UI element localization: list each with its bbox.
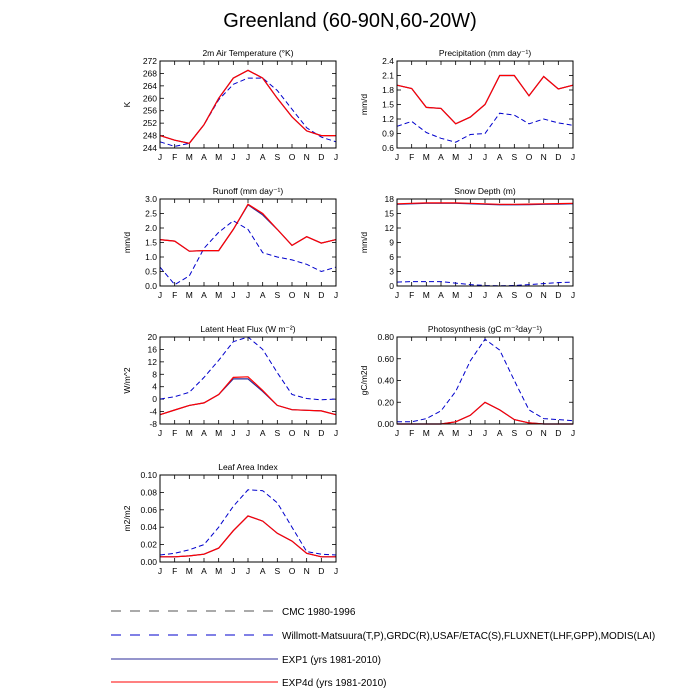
- x-tick-label: M: [452, 290, 460, 300]
- y-tick-label: 1.2: [382, 114, 394, 124]
- x-tick-label: S: [511, 290, 518, 300]
- x-tick-label: O: [288, 152, 296, 162]
- y-tick-label: 1.5: [145, 237, 157, 248]
- y-tick-label: 0: [152, 394, 157, 405]
- panel-5: [122, 324, 338, 438]
- y-axis-label: W/m^2: [122, 367, 132, 394]
- plot-frame: [160, 61, 336, 148]
- legend: [111, 607, 655, 689]
- x-tick-label: M: [422, 152, 430, 162]
- x-tick-label: M: [215, 290, 223, 300]
- y-tick-label: 0.9: [382, 128, 394, 139]
- x-tick-label: J: [394, 152, 400, 162]
- x-tick-label: O: [288, 428, 296, 438]
- plot-frame: [397, 199, 573, 286]
- y-tick-label: 1.5: [382, 99, 394, 110]
- x-tick-label: J: [231, 428, 236, 438]
- x-tick-label: F: [409, 290, 415, 300]
- x-tick-label: J: [394, 290, 400, 300]
- y-axis-label: K: [122, 101, 132, 108]
- y-tick-label: 0.6: [382, 143, 394, 153]
- y-tick-label: 0.0: [145, 281, 157, 291]
- y-tick-label: 1.8: [382, 85, 394, 95]
- x-tick-label: D: [318, 566, 325, 576]
- x-tick-label: M: [185, 428, 193, 438]
- x-tick-label: M: [215, 152, 223, 162]
- x-tick-label: F: [172, 290, 178, 300]
- y-tick-label: 2.0: [145, 223, 157, 233]
- legend-label: Willmott-Matsuura(T,P),GRDC(R),USAF/ETAC(S),FLUXNET(LHF,GPP),MODIS(LAI): [282, 631, 656, 642]
- x-tick-label: J: [482, 152, 488, 162]
- x-tick-label: A: [201, 152, 207, 162]
- x-tick-label: J: [333, 428, 339, 438]
- y-tick-label: 0.02: [140, 539, 157, 550]
- panel-title: Runoff (mm day⁻¹): [212, 186, 284, 196]
- x-tick-label: J: [468, 428, 473, 438]
- y-tick-label: 244: [142, 143, 157, 153]
- x-tick-label: A: [201, 428, 207, 438]
- x-tick-label: J: [570, 152, 576, 162]
- x-tick-label: A: [438, 290, 444, 300]
- x-tick-label: J: [570, 428, 576, 438]
- legend-label: EXP1 (yrs 1981-2010): [282, 655, 381, 666]
- x-tick-label: F: [172, 428, 178, 438]
- x-tick-label: D: [555, 152, 562, 162]
- y-tick-label: 8: [152, 369, 157, 380]
- x-tick-label: F: [172, 152, 178, 162]
- x-tick-label: J: [482, 290, 488, 300]
- x-tick-label: D: [318, 428, 325, 438]
- x-tick-label: A: [259, 428, 266, 438]
- panel-3: [122, 186, 338, 300]
- series-line-1: [397, 339, 573, 422]
- y-tick-label: 0.5: [145, 266, 157, 277]
- y-tick-label: 0: [389, 281, 394, 291]
- x-tick-label: S: [274, 566, 281, 576]
- y-tick-label: 0.80: [377, 332, 394, 342]
- y-tick-label: 0.08: [140, 487, 157, 498]
- x-tick-label: S: [274, 290, 281, 300]
- y-tick-label: 248: [142, 130, 157, 141]
- panel-2: [359, 48, 575, 162]
- y-tick-label: 260: [142, 93, 157, 104]
- x-tick-label: J: [157, 152, 163, 162]
- x-tick-label: A: [259, 566, 266, 576]
- x-tick-label: D: [555, 290, 562, 300]
- series-line-1: [160, 490, 336, 555]
- y-axis-label: m2/m2: [122, 505, 132, 532]
- series-line-2: [160, 205, 336, 251]
- y-tick-label: 264: [142, 80, 157, 91]
- x-tick-label: O: [525, 290, 533, 300]
- y-tick-label: 2.1: [382, 70, 394, 81]
- x-tick-label: N: [540, 428, 547, 438]
- x-tick-label: A: [496, 152, 503, 162]
- x-tick-label: J: [482, 428, 488, 438]
- y-tick-label: 15: [384, 208, 394, 219]
- x-tick-label: D: [318, 290, 325, 300]
- x-tick-label: N: [303, 152, 310, 162]
- y-tick-label: 256: [142, 105, 157, 116]
- series-line-1: [160, 221, 336, 285]
- y-tick-label: 0.06: [140, 504, 157, 515]
- x-tick-label: J: [333, 152, 339, 162]
- x-tick-label: O: [525, 428, 533, 438]
- y-tick-label: -4: [149, 406, 157, 417]
- x-tick-label: D: [555, 428, 562, 438]
- y-tick-label: 0.60: [377, 353, 394, 364]
- x-tick-label: S: [274, 152, 281, 162]
- plot-frame: [160, 199, 336, 286]
- x-tick-label: S: [274, 428, 281, 438]
- x-tick-label: M: [215, 566, 223, 576]
- panel-title: Latent Heat Flux (W m⁻²): [200, 324, 296, 334]
- x-tick-label: J: [231, 152, 236, 162]
- x-tick-label: D: [318, 152, 325, 162]
- panel-4: [359, 186, 575, 300]
- series-line-1: [160, 337, 336, 400]
- y-tick-label: 0.40: [377, 375, 394, 386]
- x-tick-label: M: [422, 290, 430, 300]
- y-tick-label: 0.04: [140, 522, 157, 533]
- series-line-3: [160, 70, 336, 143]
- x-tick-label: O: [288, 290, 296, 300]
- x-tick-label: J: [157, 566, 163, 576]
- x-tick-label: N: [540, 152, 547, 162]
- x-tick-label: M: [215, 428, 223, 438]
- panel-title: Precipitation (mm day⁻¹): [438, 48, 532, 58]
- x-tick-label: S: [511, 428, 518, 438]
- x-tick-label: F: [172, 566, 178, 576]
- panel-6: [359, 324, 575, 438]
- x-tick-label: M: [185, 152, 193, 162]
- y-axis-label: mm/d: [359, 93, 369, 116]
- y-tick-label: 0.00: [140, 557, 157, 567]
- x-tick-label: J: [333, 566, 339, 576]
- panel-title: Leaf Area Index: [218, 462, 278, 472]
- y-tick-label: 12: [384, 223, 394, 233]
- y-tick-label: 0.10: [140, 470, 157, 480]
- y-tick-label: 2.4: [382, 56, 394, 66]
- x-tick-label: A: [438, 428, 444, 438]
- legend-label: CMC 1980-1996: [282, 607, 356, 618]
- panel-1: [122, 48, 338, 162]
- y-tick-label: 2.5: [145, 208, 157, 219]
- y-axis-label: mm/d: [122, 231, 132, 254]
- x-tick-label: N: [303, 290, 310, 300]
- page-title: Greenland (60-90N,60-20W): [223, 10, 477, 32]
- series-line-3: [160, 377, 336, 415]
- y-tick-label: 12: [147, 356, 157, 367]
- series-line-1: [397, 113, 573, 142]
- y-tick-label: 272: [142, 56, 157, 66]
- x-tick-label: J: [333, 290, 339, 300]
- y-tick-label: 3: [389, 266, 394, 277]
- plot-frame: [397, 337, 573, 424]
- x-tick-label: N: [303, 566, 310, 576]
- x-tick-label: N: [540, 290, 547, 300]
- x-tick-label: M: [422, 428, 430, 438]
- x-tick-label: M: [452, 428, 460, 438]
- y-tick-label: 0.20: [377, 397, 394, 408]
- plot-frame: [160, 475, 336, 562]
- panel-7: [122, 462, 338, 576]
- x-tick-label: A: [201, 566, 207, 576]
- legend-label: EXP4d (yrs 1981-2010): [282, 678, 387, 689]
- y-tick-label: 268: [142, 68, 157, 79]
- x-tick-label: J: [245, 566, 251, 576]
- y-tick-label: 9: [389, 237, 394, 248]
- x-tick-label: S: [511, 152, 518, 162]
- x-tick-label: F: [409, 152, 415, 162]
- x-tick-label: A: [496, 428, 503, 438]
- panel-title: Snow Depth (m): [454, 186, 516, 196]
- x-tick-label: A: [259, 152, 266, 162]
- x-tick-label: J: [231, 290, 236, 300]
- x-tick-label: A: [438, 152, 444, 162]
- x-tick-label: J: [231, 566, 236, 576]
- x-tick-label: M: [185, 290, 193, 300]
- y-tick-label: 1.0: [145, 252, 157, 262]
- y-tick-label: 18: [384, 194, 394, 204]
- x-tick-label: A: [201, 290, 207, 300]
- y-axis-label: gC/m2d: [359, 365, 369, 396]
- x-tick-label: A: [496, 290, 503, 300]
- y-tick-label: 16: [147, 344, 157, 355]
- series-line-2: [160, 379, 336, 415]
- x-tick-label: J: [570, 290, 576, 300]
- x-tick-label: J: [245, 152, 251, 162]
- x-tick-label: M: [185, 566, 193, 576]
- x-tick-label: F: [409, 428, 415, 438]
- y-tick-label: 0.00: [377, 419, 394, 429]
- series-line-1: [160, 78, 336, 146]
- x-tick-label: J: [394, 428, 400, 438]
- x-tick-label: O: [525, 152, 533, 162]
- y-tick-label: 6: [389, 252, 394, 262]
- x-tick-label: M: [452, 152, 460, 162]
- y-tick-label: 252: [142, 118, 157, 129]
- x-tick-label: J: [157, 290, 163, 300]
- y-tick-label: 20: [147, 332, 157, 342]
- series-line-3: [160, 204, 336, 251]
- y-axis-label: mm/d: [359, 231, 369, 254]
- x-tick-label: J: [468, 152, 473, 162]
- y-tick-label: -8: [149, 419, 157, 429]
- series-line-2: [397, 76, 573, 124]
- y-tick-label: 3.0: [145, 194, 157, 204]
- x-tick-label: J: [157, 428, 163, 438]
- x-tick-label: N: [303, 428, 310, 438]
- x-tick-label: J: [245, 428, 251, 438]
- x-tick-label: J: [468, 290, 473, 300]
- x-tick-label: O: [288, 566, 296, 576]
- panel-title: Photosynthesis (gC m⁻²day⁻¹): [427, 324, 543, 334]
- x-tick-label: A: [259, 290, 266, 300]
- y-tick-label: 4: [152, 381, 157, 392]
- panel-title: 2m Air Temperature (°K): [202, 48, 294, 58]
- x-tick-label: J: [245, 290, 251, 300]
- series-line-3: [397, 76, 573, 124]
